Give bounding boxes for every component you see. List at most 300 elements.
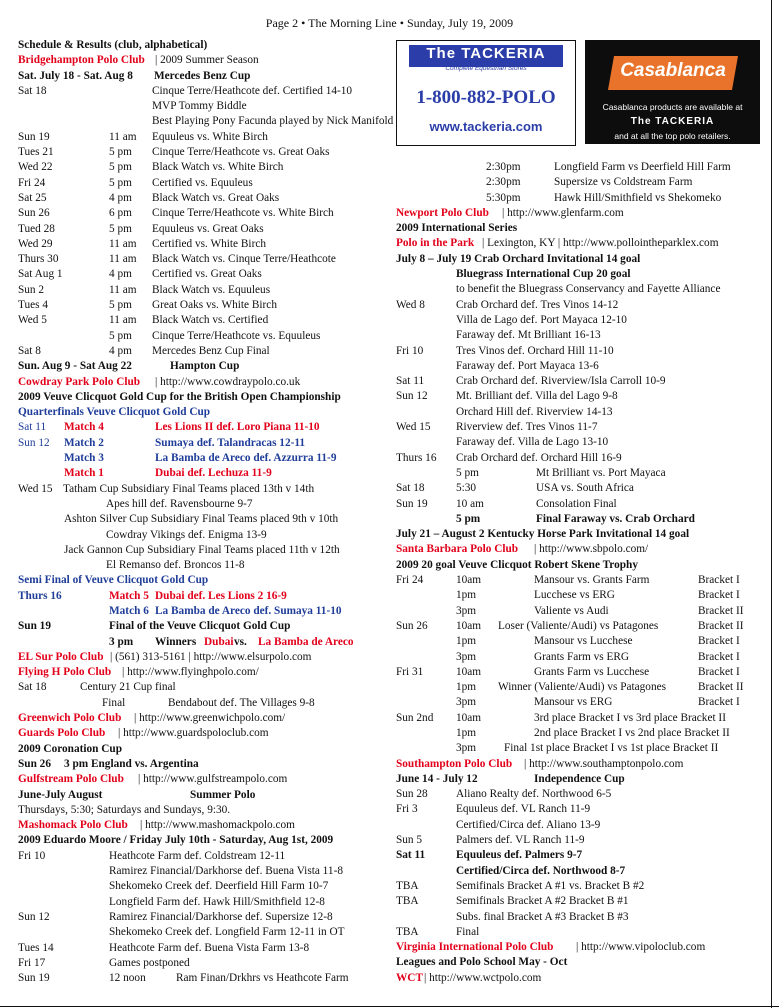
schedule-text: Bracket I <box>698 574 740 587</box>
schedule-text: Black Watch vs. Cinque Terre/Heathcote <box>152 253 336 266</box>
schedule-line <box>18 451 390 466</box>
schedule-text[interactable]: | http://www.mashomackpolo.com <box>140 819 295 832</box>
schedule-text: Mt Brilliant vs. Port Mayaca <box>536 466 666 479</box>
schedule-text: Cinque Terre/Heathcote vs. Equuleus <box>152 329 321 342</box>
right-column <box>396 160 761 986</box>
schedule-text: Mt. Brilliant def. Villa del Lago 9-8 <box>456 390 618 403</box>
schedule-text: Sun. Aug 9 - Sat Aug 22 <box>18 360 132 373</box>
schedule-text: Sun 2nd <box>396 711 434 724</box>
schedule-line <box>396 864 761 879</box>
schedule-text: Cinque Terre/Heathcote vs. White Birch <box>152 207 334 220</box>
schedule-text: Grants Farm vs ERG <box>534 650 630 663</box>
schedule-text: 3 pm England vs. Argentina <box>64 757 199 770</box>
schedule-text: 11 am <box>109 253 137 266</box>
schedule-text: Fri 24 <box>18 176 46 189</box>
schedule-text: Certified/Circa def. Aliano 13-9 <box>456 818 601 831</box>
schedule-text: 2:30pm <box>486 161 521 173</box>
schedule-text: 4 pm <box>109 344 132 357</box>
schedule-text: Heathcote Farm def. Buena Vista Farm 13-8 <box>109 941 310 954</box>
schedule-line <box>18 696 390 711</box>
schedule-text: June 14 - July 12 <box>396 772 478 785</box>
schedule-text[interactable]: | (561) 313-5161 | http://www.elsurpolo.com <box>110 650 312 663</box>
schedule-line <box>18 482 390 497</box>
schedule-text: Bracket I <box>698 589 740 602</box>
schedule-line <box>396 405 761 420</box>
schedule-text: Sun 19 <box>18 130 50 143</box>
schedule-text: Semifinals Bracket A #2 Bracket B #1 <box>456 895 629 908</box>
schedule-text: Jack Gannon Cup Subsidiary Final Teams placed 11th v 12th <box>64 543 340 556</box>
schedule-text: Century 21 Cup final <box>80 681 176 694</box>
schedule-text: Bracket I <box>698 650 740 663</box>
schedule-text: Match 6 <box>109 604 149 617</box>
schedule-line <box>18 252 390 267</box>
schedule-text: Cinque Terre/Heathcote def. Certified 14-10 <box>152 84 353 97</box>
schedule-text: Valiente vs Audi <box>534 604 609 617</box>
schedule-text: 5 pm <box>109 146 132 159</box>
schedule-text: Les Lions II def. Loro Piana 11-10 <box>155 421 320 434</box>
schedule-line <box>18 788 390 803</box>
schedule-line <box>396 221 761 236</box>
schedule-text: to benefit the Bluegrass Conservancy and Fayette Alliance <box>456 283 721 296</box>
tackeria-tagline: Complete Equestrian Stores <box>445 65 527 72</box>
schedule-text: Longfield Farm vs Deerfield Hill Farm <box>554 161 731 173</box>
schedule-text: 11 am <box>109 283 137 296</box>
schedule-line <box>396 389 761 404</box>
schedule-text: Leagues and Polo School May - Oct <box>396 956 568 969</box>
schedule-line <box>396 940 761 955</box>
schedule-line <box>18 589 390 604</box>
schedule-line <box>396 236 761 251</box>
schedule-text: Sun 12 <box>18 910 50 923</box>
schedule-text: Polo in the Park <box>396 237 475 250</box>
schedule-line <box>396 818 761 833</box>
schedule-text: 1pm <box>456 589 477 602</box>
schedule-line <box>18 803 390 818</box>
schedule-text: Match 4 <box>64 421 104 434</box>
schedule-text[interactable]: | Lexington, KY | http://www.pollointheparklex.com <box>482 237 719 250</box>
schedule-text: Newport Polo Club <box>396 206 489 219</box>
schedule-line <box>396 374 761 389</box>
schedule-text: 5 pm <box>109 329 132 342</box>
schedule-text: Certified vs. Great Oaks <box>152 268 262 281</box>
schedule-line <box>396 267 761 282</box>
schedule-line <box>18 864 390 879</box>
schedule-line <box>396 497 761 512</box>
schedule-text: Fri 31 <box>396 665 424 678</box>
schedule-text: Sun 19 <box>396 497 428 510</box>
schedule-text: Winners <box>155 635 197 648</box>
schedule-text: Sat 18 <box>396 482 425 495</box>
schedule-text: 2nd place Bracket I vs 2nd place Bracket II <box>534 726 730 739</box>
schedule-text: Lucchese vs ERG <box>534 589 615 602</box>
schedule-text: Sun 2 <box>18 283 45 296</box>
schedule-text: La Bamba de Areco def. Sumaya 11-10 <box>155 604 342 617</box>
schedule-text[interactable]: | http://www.flyinghpolo.com/ <box>122 666 259 679</box>
schedule-line <box>396 955 761 970</box>
schedule-text[interactable]: | http://www.wctpolo.com <box>424 971 542 984</box>
schedule-text: Southampton Polo Club <box>396 757 513 770</box>
schedule-line <box>396 848 761 863</box>
schedule-text: 5 pm <box>456 512 481 525</box>
schedule-text: Black Watch vs. Certified <box>152 314 269 327</box>
schedule-text: Fri 3 <box>396 803 418 816</box>
schedule-text: MVP Tommy Biddle <box>152 100 247 113</box>
schedule-text: Final 1st place Bracket I vs 1st place Bracket II <box>504 742 719 755</box>
schedule-text: Palmers def. VL Ranch 11-9 <box>456 834 585 847</box>
schedule-line <box>396 435 761 450</box>
schedule-line <box>18 849 390 864</box>
schedule-text: Sat Aug 1 <box>18 268 63 281</box>
schedule-line <box>396 910 761 925</box>
schedule-text: Best Playing Pony Facunda played by Nick Manifold <box>152 115 394 128</box>
schedule-line <box>18 558 390 573</box>
schedule-text: Final <box>456 925 480 938</box>
schedule-line <box>396 588 761 603</box>
schedule-text: Virginia International Polo Club <box>396 941 554 954</box>
schedule-text: Sat 25 <box>18 191 47 204</box>
schedule-line <box>396 879 761 894</box>
page-header: Page 2 • The Morning Line • Sunday, July 19, 2009 <box>265 16 514 30</box>
schedule-text: Thurs 16 <box>18 589 62 602</box>
schedule-text: Bracket II <box>698 604 744 617</box>
schedule-text: Fri 17 <box>18 956 46 969</box>
schedule-line <box>396 313 761 328</box>
schedule-text[interactable]: | http://www.glenfarm.com <box>502 206 624 219</box>
schedule-text: 2009 20 goal Veuve Clicquot Robert Skene Trophy <box>396 558 638 571</box>
schedule-text: 5 pm <box>456 466 479 479</box>
schedule-text: 5 pm <box>109 222 132 235</box>
schedule-text: Independence Cup <box>534 772 625 785</box>
schedule-text: Tres Vinos def. Orchard Hill 11-10 <box>456 344 614 357</box>
schedule-text: Faraway def. Port Mayaca 13-6 <box>456 359 599 372</box>
schedule-line <box>396 466 761 481</box>
schedule-line <box>18 879 390 894</box>
schedule-text: Equuleus vs. White Birch <box>152 130 268 143</box>
schedule-text: Mansour vs Lucchese <box>534 635 633 648</box>
tackeria-logo: The TACKERIA <box>409 45 563 67</box>
schedule-text: 3pm <box>456 604 477 617</box>
schedule-line <box>396 695 761 710</box>
left-column <box>18 38 394 986</box>
casablanca-ad[interactable] <box>585 40 760 144</box>
schedule-text: Sun 26 <box>396 619 428 632</box>
schedule-line <box>18 38 390 53</box>
schedule-text: 10am <box>456 711 482 724</box>
tackeria-url[interactable]: www.tackeria.com <box>429 119 543 134</box>
page-border-right <box>771 0 772 1008</box>
schedule-line <box>18 114 394 129</box>
casablanca-logo: Casablanca <box>620 60 726 81</box>
schedule-text: Loser (Valiente/Audi) vs Patagones <box>498 619 659 632</box>
schedule-line <box>396 741 761 756</box>
schedule-text: Santa Barbara Polo Club <box>396 543 519 556</box>
schedule-line <box>18 833 390 848</box>
schedule-line <box>18 619 390 634</box>
schedule-text: Tues 21 <box>18 146 54 159</box>
schedule-line <box>18 237 390 252</box>
schedule-line <box>396 757 761 772</box>
schedule-text: Bracket II <box>698 681 744 694</box>
schedule-line <box>396 481 761 496</box>
schedule-line <box>396 420 761 435</box>
schedule-text[interactable]: | http://www.greenwichpolo.com/ <box>134 712 286 725</box>
schedule-text[interactable]: | http://www.vipoloclub.com <box>576 941 706 954</box>
schedule-text: Games postponed <box>109 956 190 969</box>
schedule-line <box>396 971 761 986</box>
schedule-line <box>18 84 390 99</box>
schedule-line <box>18 665 390 680</box>
schedule-text: Mansour vs ERG <box>534 696 613 709</box>
schedule-text: Sat 18 <box>18 681 47 694</box>
schedule-text: Wed 5 <box>18 314 47 327</box>
schedule-text: Supersize vs Coldstream Farm <box>554 176 693 189</box>
schedule-text: Tues 14 <box>18 941 54 954</box>
schedule-line <box>396 160 761 175</box>
schedule-line <box>18 604 390 619</box>
schedule-line <box>18 375 390 390</box>
schedule-line <box>396 175 761 190</box>
schedule-text: Tatham Cup Subsidiary Final Teams placed 13th v 14th <box>63 482 315 495</box>
schedule-line <box>18 53 390 68</box>
schedule-text: Shekomeko Creek def. Longfield Farm 12-11 in OT <box>109 926 345 939</box>
schedule-text: Bridgehampton Polo Club <box>18 54 145 67</box>
schedule-text: Ramirez Financial/Darkhorse def. Supersize 12-8 <box>109 910 333 923</box>
schedule-line <box>18 971 390 986</box>
schedule-line <box>18 941 390 956</box>
schedule-text: Equuleus def. VL Ranch 11-9 <box>456 803 591 816</box>
schedule-text: Sat 11 <box>396 375 425 388</box>
schedule-line <box>396 328 761 343</box>
schedule-line <box>18 650 390 665</box>
schedule-text: Sat 11 <box>18 421 47 434</box>
schedule-line <box>18 267 390 282</box>
schedule-text: Greenwich Polo Club <box>18 712 122 725</box>
schedule-line <box>396 527 761 542</box>
schedule-line <box>396 787 761 802</box>
schedule-text[interactable]: | http://www.gulfstreampolo.com <box>138 773 288 786</box>
schedule-text: La Bamba de Areco <box>258 635 354 648</box>
schedule-line <box>396 512 761 527</box>
schedule-line <box>396 191 761 206</box>
schedule-text: 4 pm <box>109 268 132 281</box>
schedule-text: Riverview def. Tres Vinos 11-7 <box>456 421 598 434</box>
schedule-line <box>18 69 390 84</box>
schedule-text: Sumaya def. Talandracas 12-11 <box>155 436 306 449</box>
schedule-text: Cinque Terre/Heathcote vs. Great Oaks <box>152 146 330 159</box>
schedule-line <box>396 451 761 466</box>
schedule-text: Subs. final Bracket A #3 Bracket B #3 <box>456 910 629 923</box>
schedule-text: Final Faraway vs. Crab Orchard <box>536 512 695 525</box>
schedule-line <box>18 466 390 481</box>
page-border-bottom <box>0 1006 779 1007</box>
schedule-text: Dubai def. Lechuza 11-9 <box>155 467 272 480</box>
schedule-line <box>396 252 761 267</box>
schedule-text: Dubai <box>204 635 234 648</box>
schedule-text: Sun 28 <box>396 788 428 801</box>
schedule-text: Final of the Veuve Clicquot Gold Cup <box>109 620 291 633</box>
schedule-text: Match 2 <box>64 436 104 449</box>
schedule-text: Semi Final of Veuve Clicquot Gold Cup <box>18 574 209 587</box>
schedule-line <box>396 711 761 726</box>
schedule-text: Black Watch vs. Great Oaks <box>152 191 280 204</box>
schedule-line <box>396 298 761 313</box>
schedule-text: 3 pm <box>109 635 134 648</box>
schedule-line <box>396 634 761 649</box>
schedule-line <box>396 359 761 374</box>
schedule-text: 10am <box>456 574 482 587</box>
schedule-text: Quarterfinals Veuve Clicquot Gold Cup <box>18 406 211 419</box>
schedule-text: Sun 19 <box>18 620 51 633</box>
schedule-text: 3pm <box>456 742 477 755</box>
schedule-text: Ashton Silver Cup Subsidiary Final Teams placed 9th v 10th <box>64 513 339 526</box>
schedule-text: 2009 Veuve Clicquot Gold Cup for the British Open Championship <box>18 390 341 403</box>
schedule-line <box>396 833 761 848</box>
schedule-text: Gulfstream Polo Club <box>18 773 124 786</box>
schedule-text: Fri 24 <box>396 574 424 587</box>
schedule-line <box>18 298 390 313</box>
schedule-text: Wed 8 <box>396 298 425 311</box>
schedule-text: Villa de Lago def. Port Mayaca 12-10 <box>456 313 627 326</box>
schedule-text: TBA <box>396 925 419 938</box>
schedule-text: Black Watch vs. Equuleus <box>152 283 271 296</box>
schedule-text: Sun 19 <box>18 972 50 985</box>
schedule-text: July 21 – August 2 Kentucky Horse Park Invitational 14 goal <box>396 528 690 541</box>
schedule-text: 11 am <box>109 237 137 250</box>
schedule-text[interactable]: | http://www.cowdraypolo.co.uk <box>155 375 301 388</box>
schedule-text: 5:30pm <box>486 191 521 204</box>
schedule-text: Ram Finan/Drkhrs vs Heathcote Farm <box>176 972 349 985</box>
schedule-line <box>18 420 390 435</box>
schedule-line <box>18 956 390 971</box>
schedule-line <box>396 206 761 221</box>
schedule-text: Wed 22 <box>18 161 53 174</box>
schedule-text: Fri 10 <box>396 344 424 357</box>
schedule-text: Equuleus vs. Great Oaks <box>152 222 264 235</box>
schedule-text: Match 3 <box>64 452 104 465</box>
schedule-line <box>18 329 390 344</box>
schedule-text: Sat. July 18 - Sat. Aug 8 <box>18 69 133 82</box>
schedule-line <box>18 680 390 695</box>
schedule-line <box>18 176 390 191</box>
schedule-line <box>18 772 390 787</box>
schedule-text: Sat 8 <box>18 344 41 357</box>
schedule-text: Sun 26 <box>18 757 51 770</box>
schedule-line <box>18 528 390 543</box>
schedule-text: Cowdray Park Polo Club <box>18 375 141 388</box>
advertisement-area <box>396 38 760 148</box>
casablanca-text-2: and at all the top polo retailers. <box>614 131 731 141</box>
schedule-text: | 2009 Summer Season <box>155 54 259 67</box>
schedule-line <box>18 313 390 328</box>
schedule-line <box>18 635 390 650</box>
schedule-line <box>18 390 390 405</box>
schedule-line <box>396 726 761 741</box>
schedule-line <box>18 206 390 221</box>
schedule-line <box>396 558 761 573</box>
schedule-text: Bendabout def. The Villages 9-8 <box>168 696 315 709</box>
tackeria-ad[interactable] <box>396 40 576 146</box>
schedule-text: Sun 5 <box>396 834 423 847</box>
schedule-text: 2009 International Series <box>396 222 518 235</box>
schedule-text: Wed 15 <box>396 421 431 434</box>
schedule-text: 2:30pm <box>486 176 521 189</box>
schedule-text: Crab Orchard def. Tres Vinos 14-12 <box>456 298 619 311</box>
schedule-line <box>396 344 761 359</box>
schedule-text: TBA <box>396 895 419 908</box>
schedule-text: Sat 18 <box>18 84 47 97</box>
schedule-text: Certified vs. White Birch <box>152 237 266 250</box>
schedule-text: Schedule & Results (club, alphabetical) <box>18 39 208 51</box>
schedule-text: Semifinals Bracket A #1 vs. Bracket B #2 <box>456 879 645 892</box>
schedule-text: Mashomack Polo Club <box>18 819 128 832</box>
schedule-text: Crab Orchard def. Orchard Hill 16-9 <box>456 451 622 464</box>
schedule-text[interactable]: | http://www.southamptonpolo.com <box>524 757 684 770</box>
schedule-text: 1pm <box>456 681 477 694</box>
schedule-text: Mansour vs. Grants Farm <box>534 574 650 587</box>
schedule-text: 5 pm <box>109 176 132 189</box>
schedule-text: 6 pm <box>109 207 132 220</box>
schedule-text: Bracket I <box>698 665 740 678</box>
schedule-text[interactable]: | http://www.sbpolo.com/ <box>534 543 649 556</box>
schedule-line <box>18 895 390 910</box>
schedule-text: 1pm <box>456 726 477 739</box>
schedule-text[interactable]: | http://www.guardspoloclub.com <box>118 727 269 740</box>
schedule-line <box>18 711 390 726</box>
schedule-line <box>18 160 390 175</box>
schedule-text: Heathcote Farm def. Coldstream 12-11 <box>109 849 286 862</box>
schedule-line <box>396 604 761 619</box>
schedule-text: Certified vs. Equuleus <box>152 176 253 189</box>
schedule-line <box>18 405 390 420</box>
schedule-text: Match 5 <box>109 589 149 602</box>
schedule-text: Summer Polo <box>190 788 256 801</box>
schedule-text: Great Oaks vs. White Birch <box>152 299 277 312</box>
schedule-line <box>396 925 761 940</box>
schedule-text: Grants Farm vs Lucchese <box>534 665 650 678</box>
schedule-text: 10 am <box>456 497 484 510</box>
schedule-text: Hampton Cup <box>170 360 240 373</box>
schedule-text: Bracket I <box>698 635 740 648</box>
schedule-text: 4 pm <box>109 191 132 204</box>
schedule-text: Black Watch vs. White Birch <box>152 161 284 174</box>
schedule-text: Guards Polo Club <box>18 727 106 740</box>
schedule-text: July 8 – July 19 Crab Orchard Invitational 14 goal <box>396 252 641 265</box>
schedule-line <box>18 512 390 527</box>
schedule-text: El Remanso def. Broncos 11-8 <box>106 559 245 572</box>
schedule-text: Orchard Hill def. Riverview 14-13 <box>456 405 613 418</box>
schedule-text: 2009 Eduardo Moore / Friday July 10th - Saturday, Aug 1st, 2009 <box>18 834 334 847</box>
schedule-line <box>396 772 761 787</box>
schedule-text: Thursdays, 5:30; Saturdays and Sundays, 9:30. <box>18 803 231 816</box>
schedule-line <box>396 650 761 665</box>
schedule-text: Wed 15 <box>18 482 53 495</box>
schedule-text: Sun 12 <box>18 436 50 449</box>
schedule-text: Apes hill def. Ravensbourne 9-7 <box>106 497 253 510</box>
schedule-text: Certified/Circa def. Northwood 8-7 <box>456 864 626 877</box>
schedule-line <box>396 894 761 909</box>
schedule-text: Faraway def. Villa de Lago 13-10 <box>456 436 609 449</box>
schedule-text: 5 pm <box>109 299 132 312</box>
schedule-line <box>18 742 390 757</box>
schedule-text: Bracket I <box>698 696 740 709</box>
schedule-text: Bluegrass International Cup 20 goal <box>456 268 631 281</box>
schedule-text: Mercedes Benz Cup <box>154 69 251 82</box>
schedule-text: Sun 26 <box>18 207 50 220</box>
schedule-text: Dubai def. Les Lions 2 16-9 <box>155 589 287 602</box>
schedule-text: Thurs 30 <box>18 253 59 266</box>
schedule-text: Mercedes Benz Cup Final <box>152 344 270 357</box>
schedule-text: Crab Orchard def. Riverview/Isla Carroll 10-9 <box>456 375 666 388</box>
